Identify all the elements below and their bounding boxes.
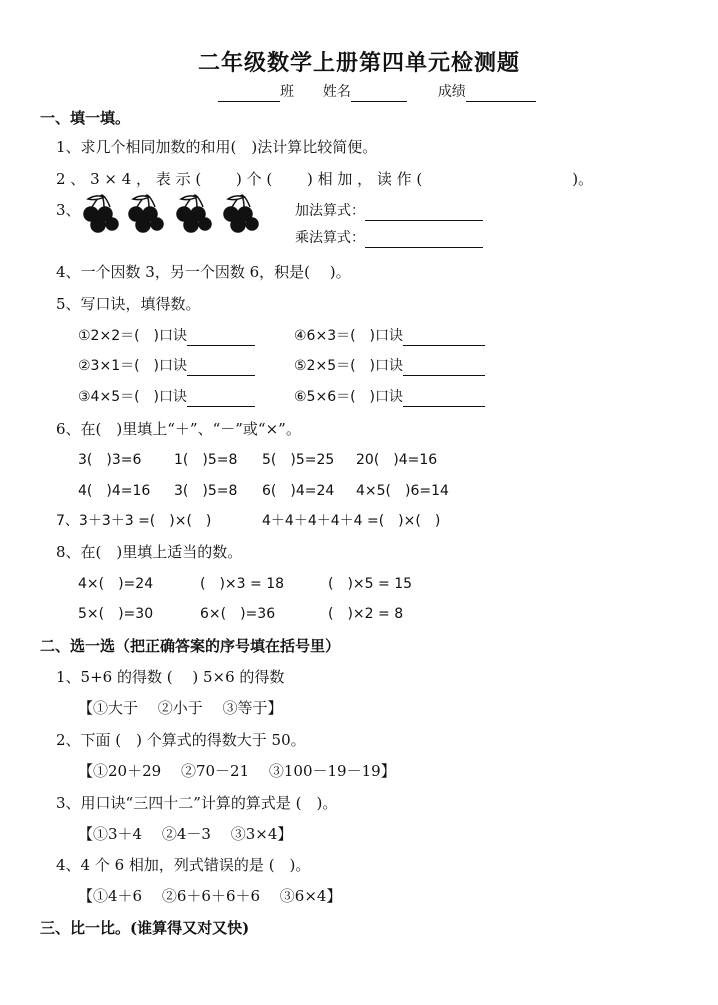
q8-item: 4×( )=24 bbox=[78, 576, 154, 592]
q7-part-b: 4＋4＋4＋4＋4 =( )×( ) bbox=[262, 513, 441, 529]
q8-item: ( )×3 = 18 bbox=[200, 576, 285, 592]
answer-blank[interactable] bbox=[187, 359, 255, 376]
q8-item: 6×( )=36 bbox=[200, 606, 276, 622]
q5-item: ④6×3＝( )口诀 bbox=[294, 328, 404, 344]
question-1: 1、求几个相同加数的和用( )法计算比较简便。 bbox=[56, 138, 378, 156]
q5-item: ⑥5×6＝( )口诀 bbox=[294, 389, 404, 405]
question-5-title: 5、写口诀，填得数。 bbox=[56, 295, 201, 313]
question-3-number: 3、 bbox=[56, 201, 81, 219]
question-6-title: 6、在( )里填上“＋”、“－”或“×”。 bbox=[56, 420, 301, 438]
q5-item: ②3×1＝( )口诀 bbox=[78, 358, 188, 374]
section-2-title: 二、选一选（把正确答案的序号填在括号里） bbox=[40, 637, 341, 655]
answer-blank[interactable] bbox=[403, 359, 485, 376]
q5-row-2 bbox=[78, 356, 485, 376]
class-blank[interactable] bbox=[218, 85, 280, 102]
name-label: 姓名 bbox=[322, 84, 351, 100]
answer-blank[interactable] bbox=[187, 329, 255, 346]
question-4: 4、一个因数 3，另一个因数 6，积是( )。 bbox=[56, 263, 351, 281]
q7-part-a: 7、3＋3＋3 =( )×( ) bbox=[56, 513, 212, 529]
answer-blank[interactable] bbox=[403, 329, 485, 346]
score-blank[interactable] bbox=[466, 85, 536, 102]
question-8-title: 8、在( )里填上适当的数。 bbox=[56, 543, 243, 561]
q6-item: 6( )4=24 bbox=[262, 483, 335, 499]
mc-options-3: 【①3＋4 ②4－3 ③3×4】 bbox=[78, 825, 293, 843]
cherry-bunches-image bbox=[80, 193, 270, 235]
q5-item: ①2×2＝( )口诀 bbox=[78, 328, 188, 344]
answer-blank[interactable] bbox=[187, 390, 255, 407]
question-2: 2 、 3 × 4 ， 表 示 ( ) 个 ( ) 相 加 ， 读 作 ( )。 bbox=[56, 170, 594, 188]
q6-item: 20( )4=16 bbox=[356, 452, 438, 468]
q5-item: ③4×5＝( )口诀 bbox=[78, 389, 188, 405]
q8-row-2 bbox=[78, 604, 403, 624]
mc-options-4: 【①4＋6 ②6＋6＋6＋6 ③6×4】 bbox=[78, 887, 342, 905]
mc-question-1: 1、5+6 的得数 ( ) 5×6 的得数 bbox=[56, 668, 285, 686]
name-blank[interactable] bbox=[351, 85, 407, 102]
q8-item: 5×( )=30 bbox=[78, 606, 154, 622]
q8-item: ( )×2 = 8 bbox=[328, 606, 404, 622]
q6-item: 4( )4=16 bbox=[78, 483, 151, 499]
multiplication-blank[interactable] bbox=[365, 231, 483, 248]
mc-options-1: 【①大于 ②小于 ③等于】 bbox=[78, 699, 283, 717]
answer-blank[interactable] bbox=[403, 390, 485, 407]
page-title: 二年级数学上册第四单元检测题 bbox=[197, 50, 520, 76]
addition-label: 加法算式： bbox=[295, 203, 365, 219]
score-label: 成绩 bbox=[437, 84, 466, 100]
mc-question-3: 3、用口诀“三四十二”计算的算式是 ( )。 bbox=[56, 794, 338, 812]
q6-row-1 bbox=[78, 450, 437, 470]
mc-options-2: 【①20＋29 ②70－21 ③100－19－19】 bbox=[78, 762, 396, 780]
question-7 bbox=[56, 511, 440, 531]
q6-item: 3( )3=6 bbox=[78, 452, 142, 468]
q6-item: 4×5( )6=14 bbox=[356, 483, 449, 499]
addition-blank[interactable] bbox=[365, 204, 483, 221]
q6-item: 5( )5=25 bbox=[262, 452, 335, 468]
section-3-title: 三、比一比。(谁算得又对又快) bbox=[40, 919, 250, 937]
mc-question-2: 2、下面 ( ) 个算式的得数大于 50。 bbox=[56, 731, 306, 749]
q5-row-3 bbox=[78, 387, 485, 407]
class-label: 班 bbox=[280, 84, 294, 100]
multiplication-label: 乘法算式： bbox=[295, 230, 365, 246]
q5-item: ⑤2×5＝( )口诀 bbox=[294, 358, 404, 374]
q6-item: 3( )5=8 bbox=[174, 483, 238, 499]
mc-question-4: 4、4 个 6 相加，列式错误的是 ( )。 bbox=[56, 856, 311, 874]
q6-row-2 bbox=[78, 481, 449, 501]
q8-item: ( )×5 = 15 bbox=[328, 576, 413, 592]
q8-row-1 bbox=[78, 574, 412, 594]
student-info-line bbox=[218, 82, 536, 102]
section-1-title: 一、填一填。 bbox=[40, 109, 131, 127]
q5-row-1 bbox=[78, 326, 485, 346]
q6-item: 1( )5=8 bbox=[174, 452, 238, 468]
